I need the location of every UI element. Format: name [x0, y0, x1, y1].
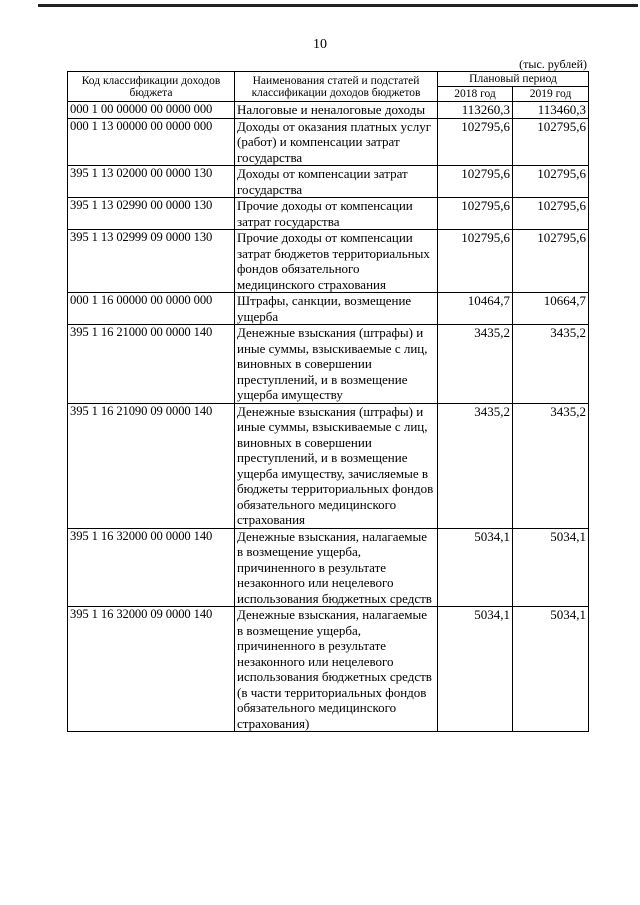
row-name: Налоговые и неналоговые доходы	[235, 102, 438, 119]
table-row	[68, 293, 589, 325]
row-value-2018: 10464,7	[438, 293, 513, 325]
row-code: 395 1 16 32000 00 0000 140	[68, 528, 235, 607]
row-value-2018: 3435,2	[438, 403, 513, 528]
row-value-2019: 102795,6	[513, 198, 589, 230]
row-value-2018: 102795,6	[438, 198, 513, 230]
row-name: Доходы от компенсации затрат государства	[235, 166, 438, 198]
page-number: 10	[313, 37, 327, 52]
row-name: Денежные взыскания, налагаемые в возмещение ущерба, причиненного в результате незаконного или нецелевого использования бюджетных средств (в части территориальных фондов обязательного медицинского страхования)	[235, 607, 438, 732]
revenue-table	[67, 71, 589, 732]
table-row	[68, 325, 589, 404]
row-value-2019: 102795,6	[513, 230, 589, 293]
row-value-2018: 102795,6	[438, 230, 513, 293]
row-value-2018: 102795,6	[438, 166, 513, 198]
row-name: Денежные взыскания, налагаемые в возмещение ущерба, причиненного в результате незаконного или нецелевого использования бюджетных средств	[235, 528, 438, 607]
header-year-2018: 2018 год	[438, 87, 513, 102]
top-border-line	[38, 4, 638, 7]
row-value-2019: 3435,2	[513, 325, 589, 404]
row-code: 395 1 16 21000 00 0000 140	[68, 325, 235, 404]
table-row	[68, 230, 589, 293]
row-code: 395 1 16 21090 09 0000 140	[68, 403, 235, 528]
row-name: Штрафы, санкции, возмещение ущерба	[235, 293, 438, 325]
row-code: 395 1 13 02999 09 0000 130	[68, 230, 235, 293]
row-name: Доходы от оказания платных услуг (работ) и компенсации затрат государства	[235, 118, 438, 166]
header-year-2019: 2019 год	[513, 87, 589, 102]
row-code: 395 1 13 02000 00 0000 130	[68, 166, 235, 198]
header-code: Код классификации доходов бюджета	[68, 72, 235, 102]
header-period: Плановый период	[438, 72, 589, 87]
row-value-2018: 113260,3	[438, 102, 513, 119]
header-name: Наименования статей и подстатей классификации доходов бюджетов	[235, 72, 438, 102]
row-value-2019: 102795,6	[513, 166, 589, 198]
row-code: 395 1 13 02990 00 0000 130	[68, 198, 235, 230]
table-row	[68, 102, 589, 119]
row-value-2018: 5034,1	[438, 607, 513, 732]
row-value-2019: 5034,1	[513, 607, 589, 732]
table-header-row	[68, 72, 589, 87]
row-value-2019: 10664,7	[513, 293, 589, 325]
row-name: Прочие доходы от компенсации затрат государства	[235, 198, 438, 230]
row-value-2018: 3435,2	[438, 325, 513, 404]
row-name: Прочие доходы от компенсации затрат бюджетов территориальных фондов обязательного медицинского страхования	[235, 230, 438, 293]
row-value-2019: 3435,2	[513, 403, 589, 528]
row-value-2019: 113460,3	[513, 102, 589, 119]
row-code: 000 1 13 00000 00 0000 000	[68, 118, 235, 166]
table-row	[68, 166, 589, 198]
row-code: 000 1 16 00000 00 0000 000	[68, 293, 235, 325]
table-row	[68, 198, 589, 230]
row-code: 000 1 00 00000 00 0000 000	[68, 102, 235, 119]
row-code: 395 1 16 32000 09 0000 140	[68, 607, 235, 732]
row-value-2019: 5034,1	[513, 528, 589, 607]
table-row	[68, 118, 589, 166]
row-name: Денежные взыскания (штрафы) и иные суммы, взыскиваемые с лиц, виновных в совершении преступлений, и в возмещение ущерба имуществу, зачисляемые в бюджеты территориальных фондов обязательного медицинского страхования	[235, 403, 438, 528]
table-row	[68, 403, 589, 528]
table-row	[68, 528, 589, 607]
row-value-2019: 102795,6	[513, 118, 589, 166]
units-label: (тыс. рублей)	[519, 57, 587, 71]
table-row	[68, 607, 589, 732]
row-value-2018: 102795,6	[438, 118, 513, 166]
row-name: Денежные взыскания (штрафы) и иные суммы, взыскиваемые с лиц, виновных в совершении преступлений, и в возмещение ущерба имуществу	[235, 325, 438, 404]
row-value-2018: 5034,1	[438, 528, 513, 607]
